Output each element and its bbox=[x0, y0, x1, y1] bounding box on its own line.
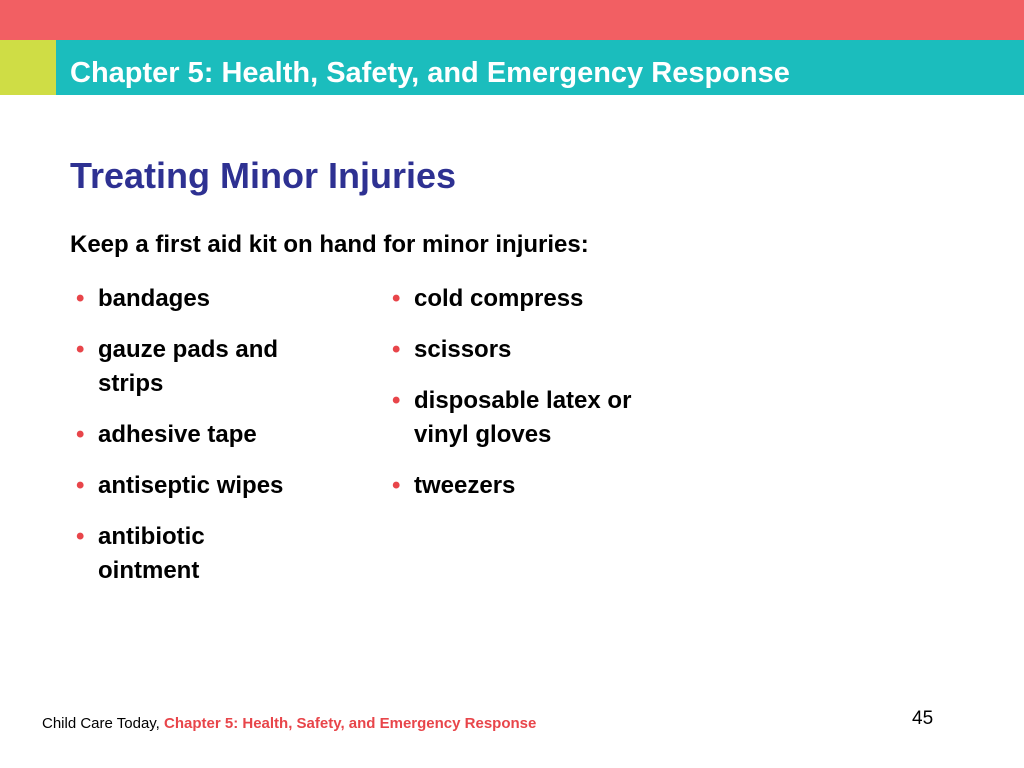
bullet-icon: • bbox=[76, 472, 85, 499]
top-color-band bbox=[0, 0, 1024, 40]
list-item-text: adhesive tape bbox=[98, 421, 257, 448]
bullet-icon: • bbox=[392, 285, 401, 312]
list-item-text: gauze pads and strips bbox=[98, 336, 279, 397]
bullet-icon: • bbox=[76, 523, 85, 550]
footer bbox=[42, 714, 536, 734]
footer-chapter-title: Chapter 5: Health, Safety, and Emergency Response bbox=[164, 715, 537, 732]
list-item-text: scissors bbox=[414, 336, 512, 363]
footer-book-title: Child Care Today, bbox=[42, 715, 165, 732]
bullet-icon: • bbox=[76, 285, 85, 312]
bullet-icon: • bbox=[392, 336, 401, 363]
green-accent-block bbox=[0, 40, 56, 95]
list-item-text: antiseptic wipes bbox=[98, 472, 284, 499]
list-item-text: tweezers bbox=[414, 472, 516, 499]
list-item bbox=[392, 333, 692, 367]
list-item bbox=[392, 469, 692, 503]
list-item bbox=[76, 333, 328, 401]
bullet-icon: • bbox=[76, 421, 85, 448]
list-item bbox=[392, 384, 664, 452]
list-item-text: disposable latex or vinyl gloves bbox=[414, 387, 632, 448]
page-number: 45 bbox=[912, 708, 934, 729]
list-item-text: cold compress bbox=[414, 285, 584, 312]
bullet-icon: • bbox=[76, 336, 85, 363]
right-bullet-list bbox=[392, 282, 692, 520]
bullet-icon: • bbox=[392, 387, 401, 414]
list-item bbox=[76, 469, 366, 503]
list-item bbox=[76, 418, 366, 452]
list-item-text: antibiotic ointment bbox=[98, 523, 205, 584]
slide-heading: Treating Minor Injuries bbox=[70, 155, 457, 196]
list-item bbox=[392, 282, 692, 316]
list-item bbox=[76, 520, 268, 588]
list-item bbox=[76, 282, 366, 316]
chapter-title: Chapter 5: Health, Safety, and Emergency Response bbox=[70, 57, 790, 89]
bullet-icon: • bbox=[392, 472, 401, 499]
intro-text: Keep a first aid kit on hand for minor injuries: bbox=[70, 231, 589, 258]
list-item-text: bandages bbox=[98, 285, 211, 312]
left-bullet-list bbox=[76, 282, 366, 605]
